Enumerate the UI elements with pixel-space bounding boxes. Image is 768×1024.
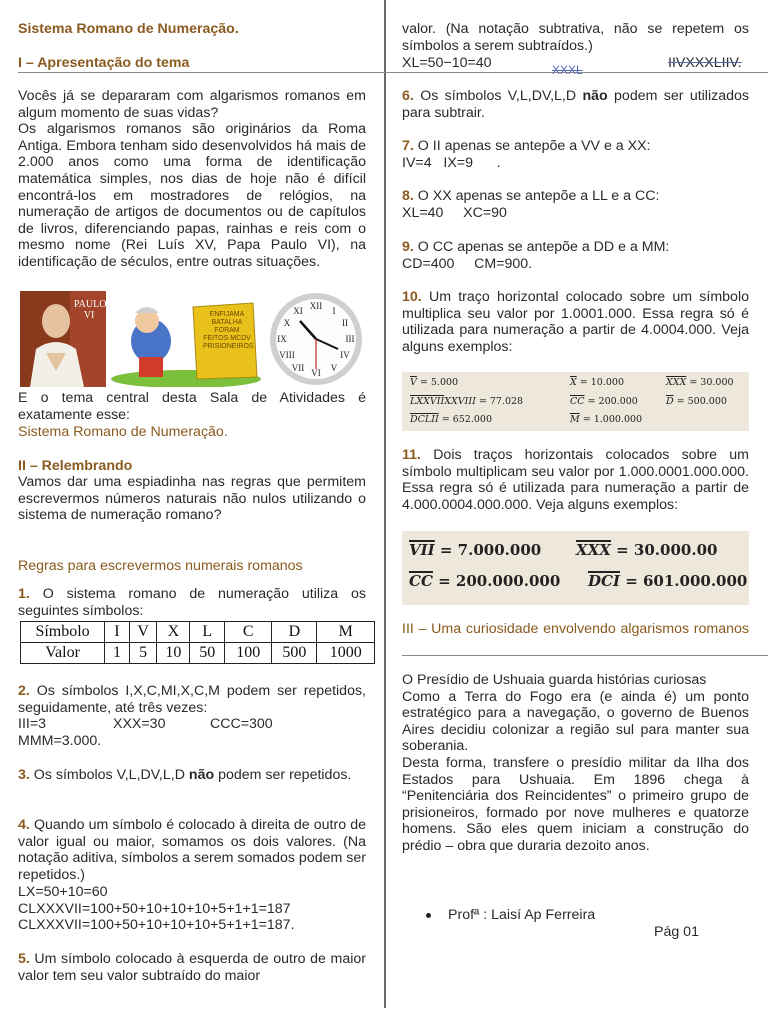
rule-2: 2. Os símbolos I,X,C,MI,X,C,M podem ser repetidos, seguidamente, até três vezes: — [18, 683, 367, 716]
svg-text:VII: VII — [291, 363, 305, 373]
rule-5-example-right: IIVXXXLIIV. — [668, 55, 742, 71]
rule-8-example: XL=40 XC=90 — [402, 205, 507, 221]
svg-text:III: III — [345, 334, 355, 344]
svg-text:XII: XII — [309, 301, 323, 311]
rule-2-example-3: CCC=300 — [210, 716, 273, 732]
rule-10: 10. Um traço horizontal colocado sobre um símbolo multiplica seu valor por 1.0001.000. Essa regra só é utilizada para numeração a partir de 4.0004.000. Veja alguns exemplos: — [402, 289, 749, 355]
rule-4: 4. Quando um símbolo é colocado à direita de outro de valor igual ou maior, somamos os dois valores. (Na notação aditiva, símbolos a serem somados podem ser repetidos.) — [18, 817, 366, 883]
intro-paragraph-2: Os algarismos romanos são originários da Roma Antiga. Embora tenham sido desenvolvidos há mais de 2.000 anos como uma forma de identificação matemática simples, nos dias de hoje não é difícil encontrá-los em mostradores de relógios, na numeração de artigos de documentos ou de capítulos de livros, diferenciando papas, rainhas e reis com o mesmo nome (Rei Luís XV, Papa Paulo VI), na identificação de séculos, entre outras situações. — [18, 121, 366, 270]
svg-text:X: X — [283, 318, 291, 328]
rule-3: 3. Os símbolos V,L,DV,L,D não podem ser repetidos. — [18, 767, 352, 783]
rule-7-example: IV=4 IX=9 . — [402, 155, 501, 171]
rule-4-example-2: CLXXXVII=100+50+10+10+10+5+1+1=187 — [18, 901, 291, 917]
document-title: Sistema Romano de Numeração. — [18, 21, 239, 37]
svg-text:VIII: VIII — [279, 350, 295, 360]
rule-4-example-1: LX=50+10=60 — [18, 884, 108, 900]
rule-8: 8. O XX apenas se antepõe a LL e a CC: — [402, 188, 660, 204]
rule-5: 5. Um símbolo colocado à esquerda de outro de maior valor tem seu valor subtraído do maior — [18, 951, 366, 984]
rule-5-continued: valor. (Na notação subtrativa, não se repetem os símbolos a serem subtraídos.) — [402, 21, 749, 54]
svg-text:IV: IV — [340, 350, 350, 360]
intro-paragraph-1: Vocês já se depararam com algarismos romanos em algum momento de suas vidas? Os algarismos romanos são originários da Roma Antiga. Embora tenham sido desenvolvidos há mais de 2.000 anos como uma forma de identificação matemática simples, nos dias de hoje não é difícil encontrá-los em mostradores de relógios, na numeração de artigos de documentos ou de capítulos de livros, diferenciando papas, rainhas e reis com o mesmo nome (Rei Luís XV, Papa Paulo VI), na identificação de séculos, entre outras situações. — [18, 88, 366, 270]
table-row: Valor 1 5 10 50 100 500 1000 — [21, 643, 375, 664]
cartoon-sign-image — [111, 291, 262, 387]
svg-text:II: II — [342, 318, 348, 328]
section3-rule — [402, 655, 768, 656]
rule-7: 7. O II apenas se antepõe a VV e a XX: — [402, 138, 651, 154]
roman-clock-image — [266, 291, 367, 387]
rule-6: 6. Os símbolos V,L,DV,L,D não podem ser utilizados para subtrair. — [402, 88, 749, 121]
story-paragraph-3: Desta forma, transfere o presídio militar da Ilha dos Estados para Ushuaia. Em 1896 chega à “Penitenciária dos Reincidentes” o primeiro grupo de prisioneiros, formado por nove mulheres e quatorze homens. São eles quem iniciam a construção do prédio – obra que duraria dezoito anos. — [402, 754, 749, 854]
section-heading-3: III – Uma curiosidade envolvendo algarismos romanos — [402, 621, 749, 637]
rule-1: 1. O sistema romano de numeração utiliza os seguintes símbolos: — [18, 586, 366, 619]
rule-2-example-4: MMM=3.000. — [18, 733, 102, 749]
svg-text:V: V — [330, 363, 338, 373]
header-rule — [18, 72, 768, 73]
section-heading-1: I – Apresentação do tema — [18, 55, 190, 71]
page-number: Pág 01 — [654, 924, 699, 940]
rule-4-example-3: CLXXXVII=100+50+10+10+10+5+1+1=187. — [18, 917, 295, 933]
author-bullet-icon — [426, 913, 431, 918]
rule-5-example-mid: XXXL — [552, 63, 583, 77]
rule-2-example-2: XXX=30 — [113, 716, 166, 732]
rule-9-example: CD=400 CM=900. — [402, 256, 533, 272]
double-bar-examples-box: $\overline{VII} = 7.000.000$ $\overline{XXX} = 30.000.00$ $\overline{CC} = 200.000.000$ $\overline{DCI} = 601.000.000$ — [402, 531, 749, 605]
author-line: Profª : Laisí Ap Ferreira — [448, 907, 596, 923]
svg-text:I: I — [332, 306, 336, 316]
column-divider — [384, 0, 386, 1008]
section-heading-2: II – Relembrando — [18, 458, 133, 474]
table-row: Símbolo I V X L C D M — [21, 622, 375, 643]
central-text: E o tema central desta Sala de Atividades é exatamente esse: — [18, 390, 366, 423]
svg-text:XI: XI — [293, 306, 303, 316]
rules-heading: Regras para escrevermos numerais romanos — [18, 558, 303, 574]
pope-paulo-vi-image — [20, 291, 106, 387]
story-text: O Presídio de Ushuaia guarda histórias curiosas Como a Terra do Fogo era (e ainda é) um ponto estratégico para a navegação, o governo de Buenos Aires decidiu colonizar a região sul para manter sua soberania. Desta forma, transfere o presídio militar da Ilha dos Estados para Ushuaia. Em 1896 chega à “Penitenciária dos Reincidentes” o primeiro grupo de prisioneiros, formado por nove mulheres e quatorze homens. São eles quem iniciam a construção do prédio – obra que duraria dezoito anos. — [402, 672, 749, 854]
rule-5-example: XL=50−10=40 — [402, 55, 492, 71]
svg-text:VI: VI — [311, 368, 321, 378]
story-paragraph-2: Como a Terra do Fogo era (e ainda é) um ponto estratégico para a navegação, o governo de Buenos Aires decidiu colonizar a região sul para manter sua soberania. — [402, 688, 749, 755]
pope-caption-text: PAULO VI — [74, 299, 106, 321]
sign-text: ENFIJAMA BATALHA FORAM FEITOS MCDV PRISIONEIROS — [203, 311, 254, 350]
symbols-table — [20, 621, 375, 664]
rule-9: 9. O CC apenas se antepõe a DD e a MM: — [402, 239, 670, 255]
rule-2-example-1: III=3 — [18, 716, 47, 732]
central-topic: Sistema Romano de Numeração. — [18, 424, 228, 440]
recall-paragraph: Vamos dar uma espiadinha nas regras que permitem escrevermos números naturais não nulos utilizando o sistema de numeração romano? — [18, 474, 366, 524]
single-bar-examples-box: $\overline{V} = 5.000$ $\overline{X} = 10.000$ $\overline{XXX} = 30.000$ LXXVIIXXVIII = 77.028 $\overline{CC} = 200.000$ $\overline{D} = 500.000$ DCLII = 652.000 $\overline{M} = 1.000.000$ — [402, 372, 749, 431]
svg-text:IX: IX — [277, 334, 287, 344]
rule-11: 11. Dois traços horizontais colocados sobre um símbolo multiplicam seu valor por 1.000.0001.000.000. Essa regra só é utilizada para numeração a partir de 4.000.0004.000.000. Veja alguns exemplos: — [402, 447, 749, 513]
